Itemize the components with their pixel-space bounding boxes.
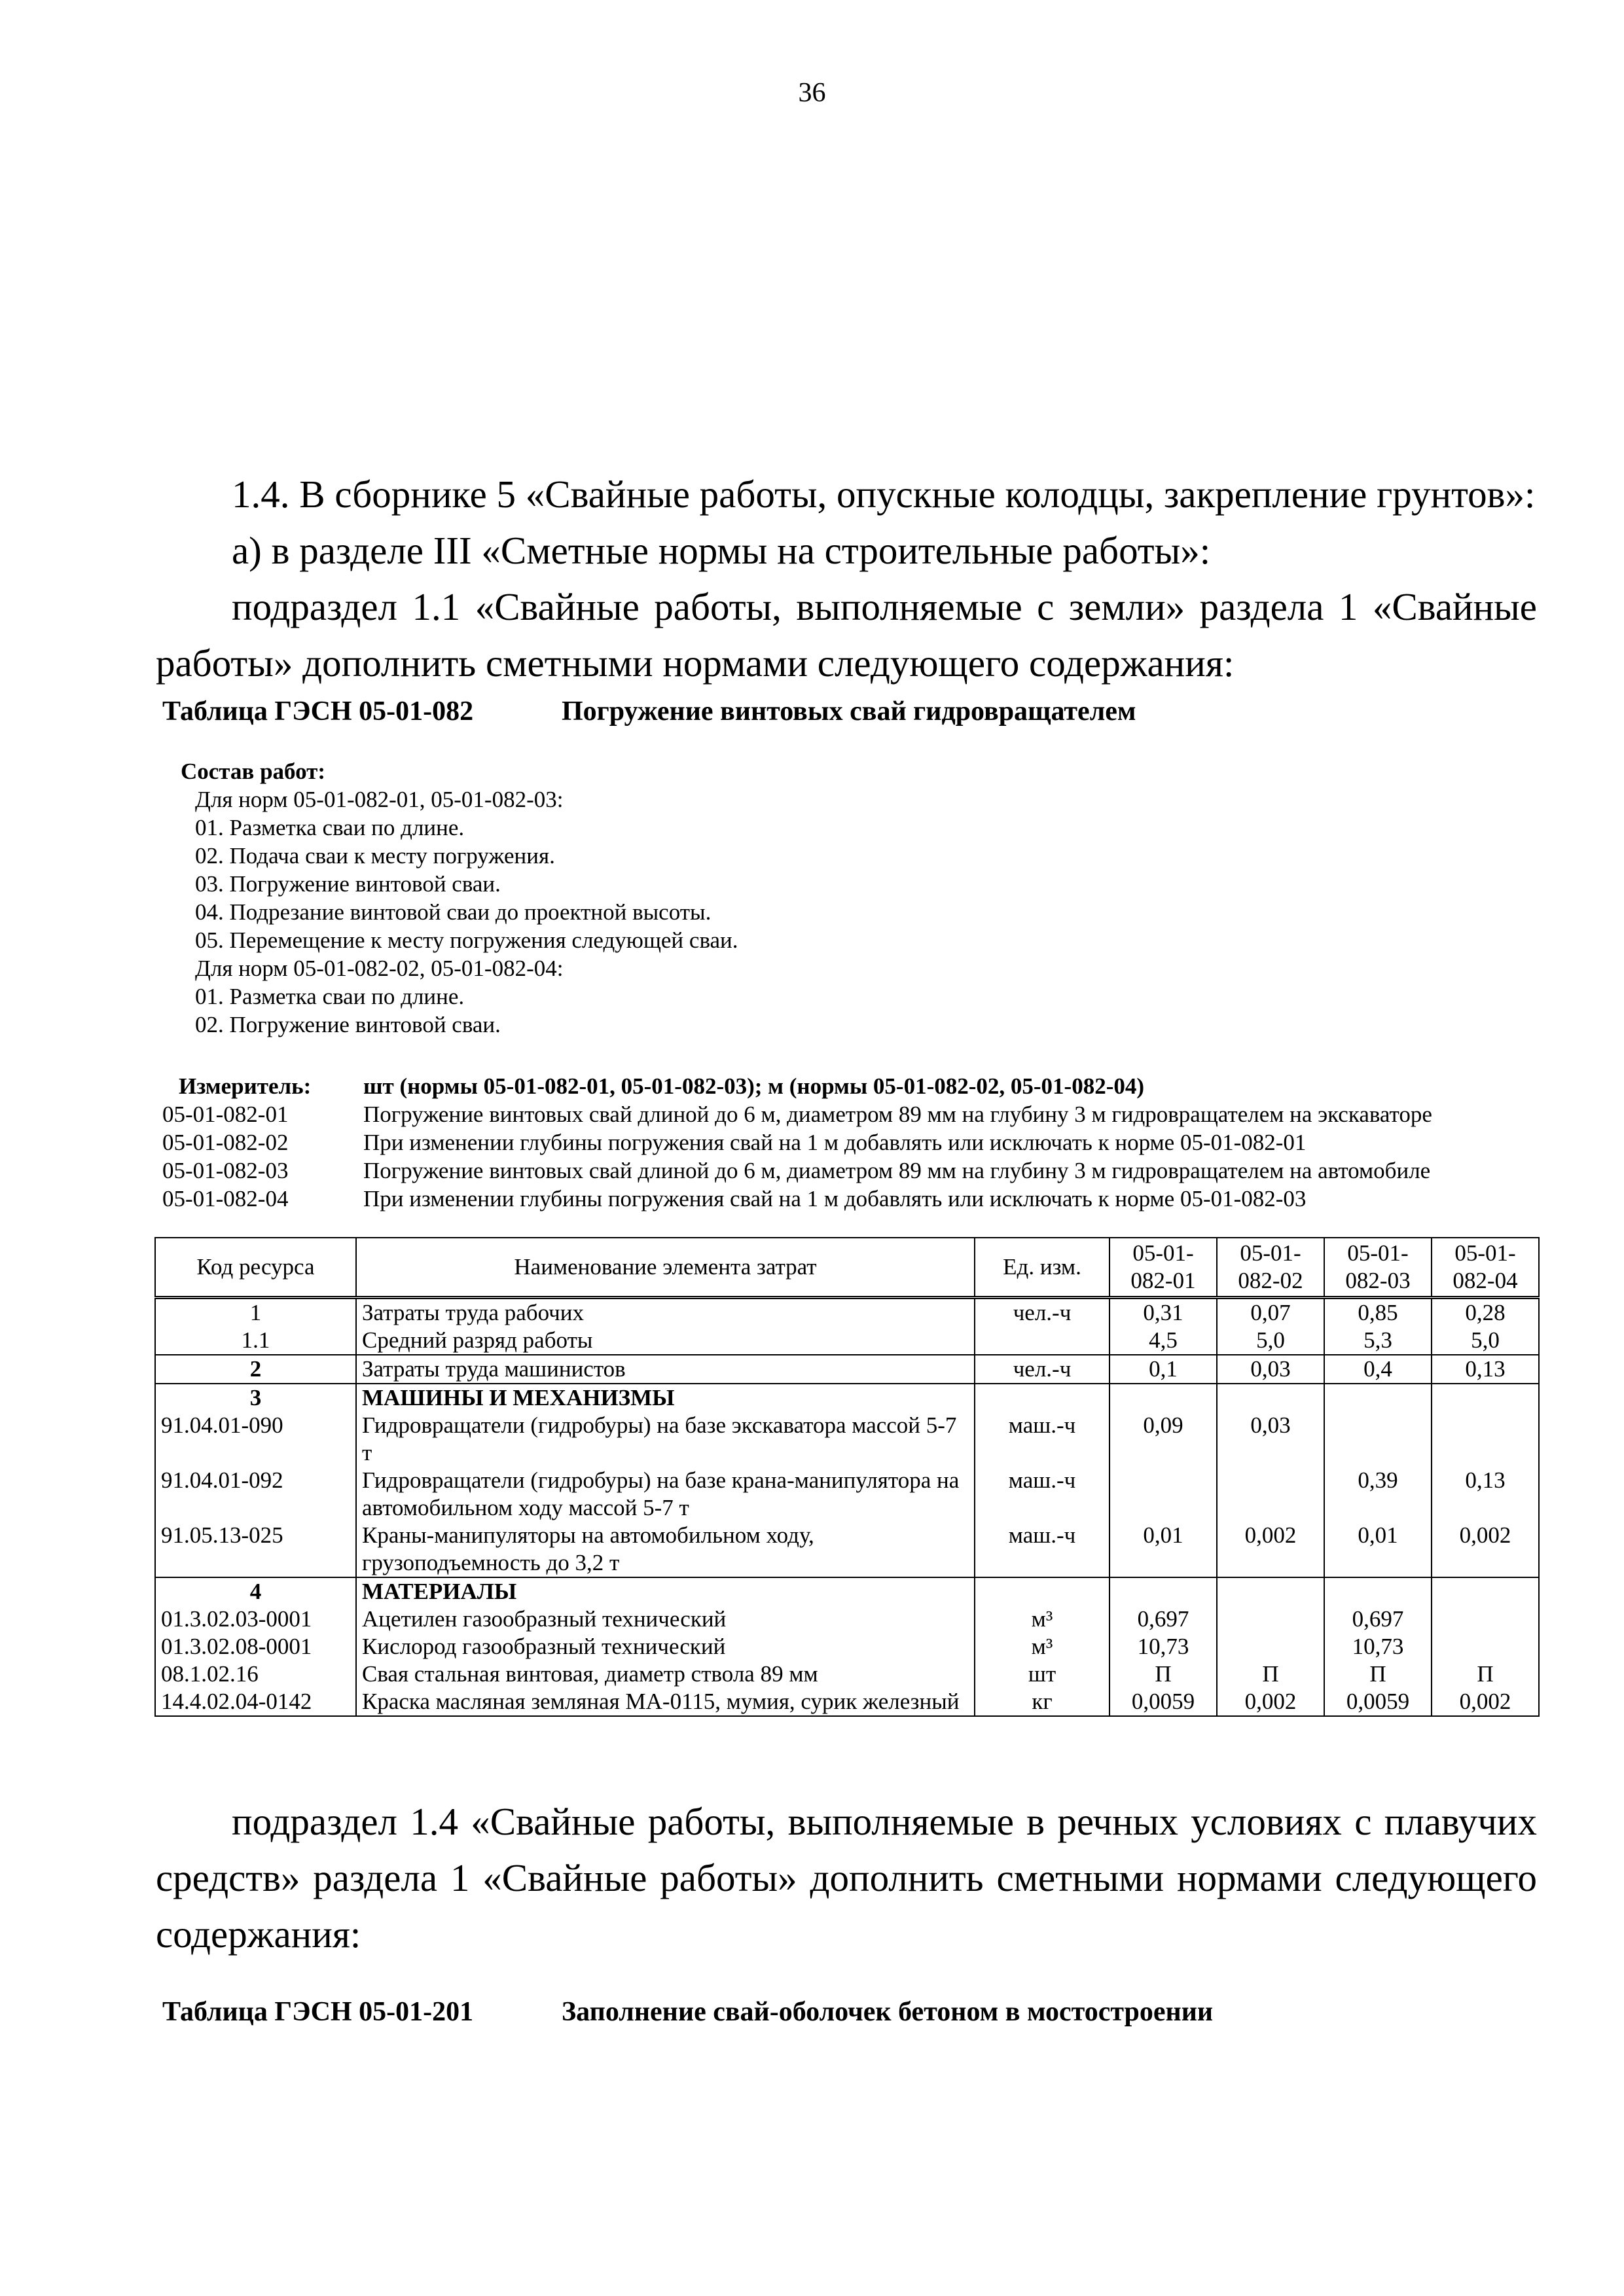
works-line: 01. Разметка сваи по длине. bbox=[195, 815, 465, 840]
row-value-4: 0,002 bbox=[1432, 1688, 1539, 1716]
table-row bbox=[155, 1467, 1539, 1522]
row-value-4: 0,13 bbox=[1432, 1355, 1539, 1384]
intro-paragraph-1: 1.4. В сборнике 5 «Свайные работы, опускные колодцы, закрепление грунтов»: bbox=[232, 473, 1536, 516]
measure-text: Погружение винтовых свай длиной до 6 м, диаметром 89 мм на глубину 3 м гидровращателем на автомобиле bbox=[363, 1158, 1431, 1183]
row-value-4 bbox=[1432, 1605, 1539, 1633]
row-unit bbox=[975, 1577, 1110, 1605]
row-name: Средний разряд работы bbox=[356, 1327, 975, 1355]
row-value-2 bbox=[1217, 1467, 1324, 1522]
works-line: 03. Погружение винтовой сваи. bbox=[195, 871, 501, 897]
row-value-2: П bbox=[1217, 1660, 1324, 1688]
row-value-3: 0,39 bbox=[1324, 1467, 1432, 1522]
row-unit: м³ bbox=[975, 1633, 1110, 1660]
row-value-2: 0,03 bbox=[1217, 1355, 1324, 1384]
table-row bbox=[155, 1355, 1539, 1384]
row-unit: м³ bbox=[975, 1605, 1110, 1633]
row-value-1: 0,1 bbox=[1110, 1355, 1217, 1384]
header-name: Наименование элемента затрат bbox=[356, 1238, 975, 1298]
resource-table bbox=[154, 1237, 1540, 1717]
row-code: 3 bbox=[155, 1384, 356, 1412]
table-row bbox=[155, 1384, 1539, 1412]
row-value-3 bbox=[1324, 1412, 1432, 1467]
measure-label: Измеритель: bbox=[179, 1073, 312, 1099]
row-code: 14.4.02.04-0142 bbox=[155, 1688, 356, 1716]
works-composition bbox=[181, 757, 738, 1039]
row-value-2: 0,002 bbox=[1217, 1522, 1324, 1577]
measure-text: Погружение винтовых свай длиной до 6 м, диаметром 89 мм на глубину 3 м гидровращателем на экскаваторе bbox=[363, 1102, 1432, 1127]
table-1-title bbox=[162, 696, 1136, 727]
row-name: Ацетилен газообразный технический bbox=[356, 1605, 975, 1633]
header-norm-4-top: 05-01- bbox=[1454, 1240, 1516, 1266]
row-code: 1 bbox=[155, 1298, 356, 1327]
subsection-2-text: подраздел 1.4 «Свайные работы, выполняемые в речных условиях с плавучих средств» раздела 1 «Свайные работы» дополнить сметными нормами следующего содержания: bbox=[156, 1800, 1537, 1956]
header-unit: Ед. изм. bbox=[975, 1238, 1110, 1298]
header-norm-1-top: 05-01- bbox=[1132, 1240, 1194, 1266]
table-row bbox=[155, 1522, 1539, 1577]
row-code: 91.04.01-092 bbox=[155, 1467, 356, 1522]
row-code: 1.1 bbox=[155, 1327, 356, 1355]
row-unit bbox=[975, 1327, 1110, 1355]
header-norm-1 bbox=[1110, 1238, 1217, 1298]
row-value-3: 0,0059 bbox=[1324, 1688, 1432, 1716]
row-value-2 bbox=[1217, 1384, 1324, 1412]
row-value-1: 4,5 bbox=[1110, 1327, 1217, 1355]
table-1-code: Таблица ГЭСН 05-01-082 bbox=[162, 696, 474, 726]
works-line: 02. Подача сваи к месту погружения. bbox=[195, 843, 555, 869]
measure-code: 05-01-082-01 bbox=[162, 1102, 289, 1127]
row-unit: чел.-ч bbox=[975, 1355, 1110, 1384]
table-2-name: Заполнение свай-оболочек бетоном в мостостроении bbox=[562, 1997, 1214, 2027]
row-name: Гидровращатели (гидробуры) на базе экскаватора массой 5-7 т bbox=[356, 1412, 975, 1467]
row-value-3 bbox=[1324, 1577, 1432, 1605]
row-code: 91.04.01-090 bbox=[155, 1412, 356, 1467]
row-value-1 bbox=[1110, 1384, 1217, 1412]
row-value-1: 0,01 bbox=[1110, 1522, 1217, 1577]
row-value-2: 0,07 bbox=[1217, 1298, 1324, 1327]
table-row bbox=[155, 1577, 1539, 1605]
row-unit: чел.-ч bbox=[975, 1298, 1110, 1327]
page-number: 36 bbox=[798, 78, 826, 108]
header-norm-3 bbox=[1324, 1238, 1432, 1298]
row-value-1 bbox=[1110, 1577, 1217, 1605]
row-value-2: 0,03 bbox=[1217, 1412, 1324, 1467]
header-norm-2-top: 05-01- bbox=[1240, 1240, 1301, 1266]
row-value-4 bbox=[1432, 1633, 1539, 1660]
header-norm-1-bottom: 082-01 bbox=[1130, 1268, 1196, 1293]
measure-code: 05-01-082-04 bbox=[162, 1186, 289, 1211]
header-norm-3-top: 05-01- bbox=[1347, 1240, 1409, 1266]
row-name: Свая стальная винтовая, диаметр ствола 89 мм bbox=[356, 1660, 975, 1688]
row-value-4: П bbox=[1432, 1660, 1539, 1688]
table-row bbox=[155, 1688, 1539, 1716]
row-value-2 bbox=[1217, 1633, 1324, 1660]
measure-code: 05-01-082-03 bbox=[162, 1158, 289, 1183]
row-name: Краска масляная земляная МА-0115, мумия, сурик железный bbox=[356, 1688, 975, 1716]
table-row bbox=[155, 1412, 1539, 1467]
row-code: 08.1.02.16 bbox=[155, 1660, 356, 1688]
row-value-1: 0,09 bbox=[1110, 1412, 1217, 1467]
row-value-2 bbox=[1217, 1577, 1324, 1605]
header-code: Код ресурса bbox=[155, 1238, 356, 1298]
works-line: 05. Перемещение к месту погружения следующей сваи. bbox=[195, 927, 738, 953]
row-code: 4 bbox=[155, 1577, 356, 1605]
row-value-4: 0,13 bbox=[1432, 1467, 1539, 1522]
row-name: Краны-манипуляторы на автомобильном ходу, грузоподъемность до 3,2 т bbox=[356, 1522, 975, 1577]
row-code: 91.05.13-025 bbox=[155, 1522, 356, 1577]
works-line: Для норм 05-01-082-02, 05-01-082-04: bbox=[195, 956, 564, 981]
row-code: 01.3.02.03-0001 bbox=[155, 1605, 356, 1633]
table-row bbox=[155, 1660, 1539, 1688]
row-unit: маш.-ч bbox=[975, 1522, 1110, 1577]
row-value-3: 0,697 bbox=[1324, 1605, 1432, 1633]
row-value-1: 0,31 bbox=[1110, 1298, 1217, 1327]
header-norm-2 bbox=[1217, 1238, 1324, 1298]
row-value-3: 0,01 bbox=[1324, 1522, 1432, 1577]
row-code: 01.3.02.08-0001 bbox=[155, 1633, 356, 1660]
row-value-1: 0,0059 bbox=[1110, 1688, 1217, 1716]
row-name: Гидровращатели (гидробуры) на базе крана-манипулятора на автомобильном ходу массой 5-7 т bbox=[356, 1467, 975, 1522]
header-norm-4-bottom: 082-04 bbox=[1453, 1268, 1518, 1293]
intro-paragraph-3: подраздел 1.1 «Свайные работы, выполняемые с земли» раздела 1 «Свайные работы» дополнить сметными нормами следующего содержания: bbox=[156, 585, 1537, 685]
row-value-3: 0,85 bbox=[1324, 1298, 1432, 1327]
row-value-4: 0,28 bbox=[1432, 1298, 1539, 1327]
row-value-2: 5,0 bbox=[1217, 1327, 1324, 1355]
table-row bbox=[155, 1605, 1539, 1633]
row-value-2: 0,002 bbox=[1217, 1688, 1324, 1716]
row-unit: шт bbox=[975, 1660, 1110, 1688]
works-line: 02. Погружение винтовой сваи. bbox=[195, 1012, 501, 1037]
row-name: Затраты труда рабочих bbox=[356, 1298, 975, 1327]
row-value-3: 0,4 bbox=[1324, 1355, 1432, 1384]
works-label: Состав работ: bbox=[181, 759, 325, 784]
row-name: Кислород газообразный технический bbox=[356, 1633, 975, 1660]
table-row bbox=[155, 1298, 1539, 1327]
row-code: 2 bbox=[155, 1355, 356, 1384]
works-line: 04. Подрезание винтовой сваи до проектной высоты. bbox=[195, 899, 712, 925]
row-value-3: 10,73 bbox=[1324, 1633, 1432, 1660]
works-line: Для норм 05-01-082-01, 05-01-082-03: bbox=[195, 787, 564, 812]
table-row bbox=[155, 1327, 1539, 1355]
row-unit: маш.-ч bbox=[975, 1467, 1110, 1522]
row-value-1: 0,697 bbox=[1110, 1605, 1217, 1633]
measure-unit-text: шт (нормы 05-01-082-01, 05-01-082-03); м (нормы 05-01-082-02, 05-01-082-04) bbox=[363, 1073, 1145, 1099]
measure-text: При изменении глубины погружения свай на 1 м добавлять или исключать к норме 05-01-082-01 bbox=[363, 1130, 1307, 1155]
table-row bbox=[155, 1633, 1539, 1660]
row-unit bbox=[975, 1384, 1110, 1412]
row-name: МАТЕРИАЛЫ bbox=[356, 1577, 975, 1605]
row-unit: маш.-ч bbox=[975, 1412, 1110, 1467]
header-norm-3-bottom: 082-03 bbox=[1345, 1268, 1411, 1293]
row-value-4: 0,002 bbox=[1432, 1522, 1539, 1577]
row-name: Затраты труда машинистов bbox=[356, 1355, 975, 1384]
row-value-3: П bbox=[1324, 1660, 1432, 1688]
row-value-4 bbox=[1432, 1577, 1539, 1605]
row-value-1: 10,73 bbox=[1110, 1633, 1217, 1660]
measure-text: При изменении глубины погружения свай на 1 м добавлять или исключать к норме 05-01-082-03 bbox=[363, 1186, 1307, 1211]
row-value-2 bbox=[1217, 1605, 1324, 1633]
resource-table-header bbox=[155, 1238, 1539, 1298]
row-value-1: П bbox=[1110, 1660, 1217, 1688]
table-2-title bbox=[162, 1996, 1214, 2028]
table-2-code: Таблица ГЭСН 05-01-201 bbox=[162, 1997, 474, 2027]
header-norm-2-bottom: 082-02 bbox=[1238, 1268, 1303, 1293]
row-value-4 bbox=[1432, 1412, 1539, 1467]
header-norm-4 bbox=[1432, 1238, 1539, 1298]
row-value-3: 5,3 bbox=[1324, 1327, 1432, 1355]
works-line: 01. Разметка сваи по длине. bbox=[195, 984, 465, 1009]
row-value-1 bbox=[1110, 1467, 1217, 1522]
row-unit: кг bbox=[975, 1688, 1110, 1716]
intro-paragraph-2: а) в разделе III «Сметные нормы на строительные работы»: bbox=[232, 529, 1211, 572]
table-1-name: Погружение винтовых свай гидровращателем bbox=[562, 696, 1136, 726]
intro-text bbox=[156, 466, 1537, 691]
row-value-4 bbox=[1432, 1384, 1539, 1412]
measure-code: 05-01-082-02 bbox=[162, 1130, 289, 1155]
row-value-3 bbox=[1324, 1384, 1432, 1412]
row-name: МАШИНЫ И МЕХАНИЗМЫ bbox=[356, 1384, 975, 1412]
row-value-4: 5,0 bbox=[1432, 1327, 1539, 1355]
